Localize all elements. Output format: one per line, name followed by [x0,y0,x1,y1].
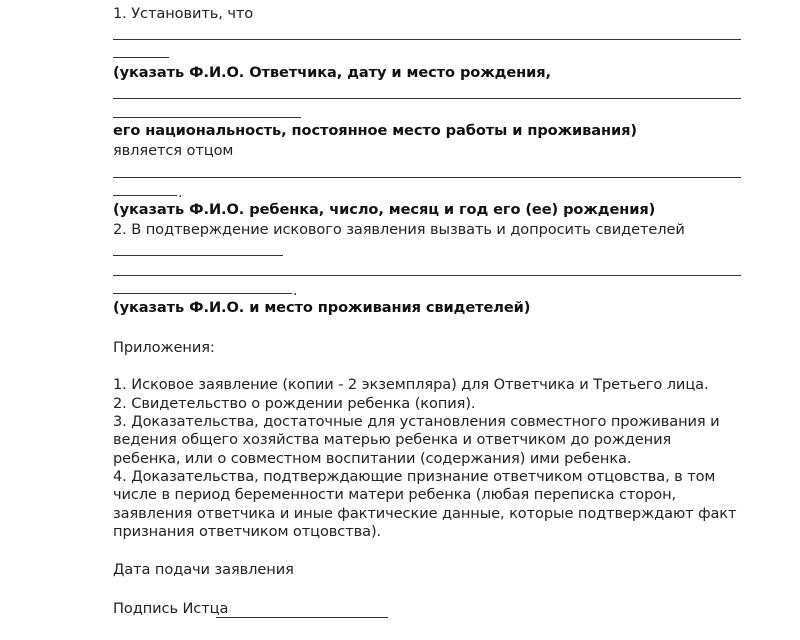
fill-line[interactable] [113,98,741,99]
attachment-line: заявления ответчика и иные фактические данные, которые подтверждают факт [113,505,737,522]
fill-line[interactable] [113,255,283,256]
period: . [178,185,183,201]
attachment-line: 3. Доказательства, достаточные для установления совместного проживания и [113,413,720,430]
attachment-line: числе в период беременности матери ребенка (любая переписка сторон, [113,486,677,503]
hint-witnesses: (указать Ф.И.О. и место проживания свидетелей) [113,299,531,316]
hint-defendant-1: (указать Ф.И.О. Ответчика, дату и место рождения, [113,64,551,81]
attachment-line: 1. Исковое заявление (копии - 2 экземпляра) для Ответчика и Третьего лица. [113,376,709,393]
attachments-title: Приложения: [113,339,215,356]
signature-line[interactable] [216,617,388,618]
attachment-line: 2. Свидетельство о рождении ребенка (копия). [113,395,476,412]
fill-line[interactable] [113,177,741,178]
section2-text: 2. В подтверждение искового заявления вызвать и допросить свидетелей [113,221,685,238]
signature-label: Подпись Истца [113,600,229,617]
attachment-line: ведения общего хозяйства матерью ребенка и ответчиком до рождения [113,431,672,448]
fill-line[interactable] [113,293,292,294]
hint-defendant-2: его национальность, постоянное место работы и проживания) [113,122,637,139]
fill-line[interactable] [113,195,177,196]
attachment-line: 4. Доказательства, подтверждающие признание ответчиком отцовства, в том [113,468,716,485]
date-label: Дата подачи заявления [113,561,294,578]
attachment-line: ребенка, или о совместном воспитании (содержания) ими ребенка. [113,450,632,467]
hint-child: (указать Ф.И.О. ребенка, число, месяц и год его (ее) рождения) [113,201,656,218]
is-father-text: является отцом [113,142,234,159]
period: . [293,283,298,299]
fill-line[interactable] [113,57,169,58]
fill-line[interactable] [113,39,741,40]
attachment-line: признания ответчиком отцовства). [113,523,382,540]
fill-line[interactable] [113,117,301,118]
section1-intro: 1. Установить, что [113,5,254,22]
fill-line[interactable] [113,275,741,276]
